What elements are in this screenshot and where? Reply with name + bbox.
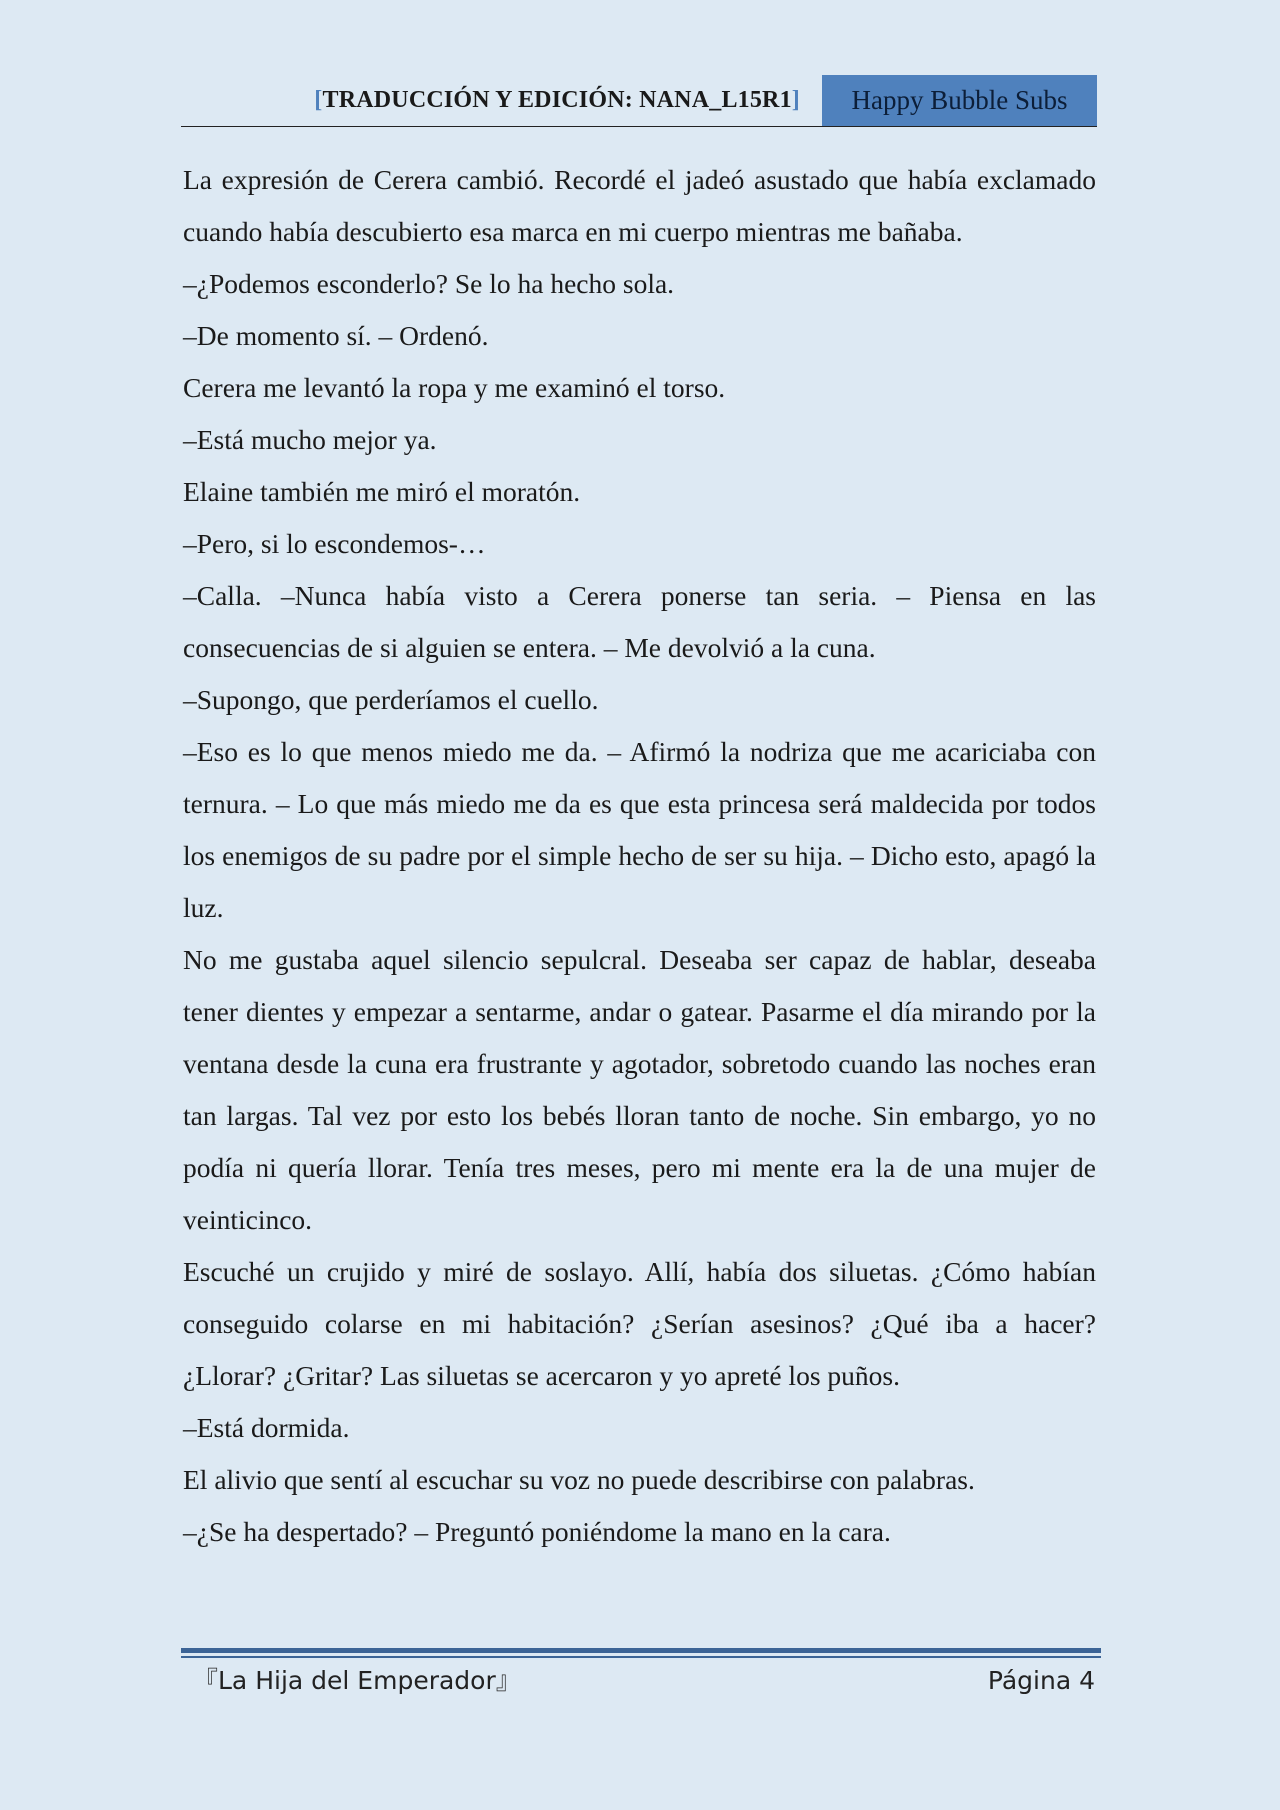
footer-rule-thin	[181, 1656, 1101, 1658]
paragraph: Escuché un crujido y miré de soslayo. Allí, había dos siluetas. ¿Cómo habían conseguido colarse en mi habitación? ¿Serían asesinos? ¿Qué iba a hacer? ¿Llorar? ¿Gritar? Las siluetas se acercaron y yo apreté los puños.	[183, 1256, 1096, 1391]
page-header	[181, 75, 1097, 127]
page-body	[183, 154, 1096, 1558]
paragraph: –¿Podemos esconderlo? Se lo ha hecho sola.	[183, 268, 675, 299]
paragraph: El alivio que sentí al escuchar su voz no puede describirse con palabras.	[183, 1464, 975, 1495]
header-rule	[181, 126, 1097, 127]
credit-bracket-close: ]	[791, 87, 800, 113]
footer-rule-thick	[181, 1648, 1101, 1653]
credit-text: TRADUCCIÓN Y EDICIÓN: NANA_L15R1	[322, 87, 792, 113]
paragraph: –Está dormida.	[183, 1412, 350, 1443]
paragraph: –Está mucho mejor ya.	[183, 424, 437, 455]
credit-bracket-open: [	[314, 87, 323, 113]
paragraph: –Eso es lo que menos miedo me da. – Afirmó la nodriza que me acariciaba con ternura. – Lo que más miedo me da es que esta princesa será maldecida por todos los enemigos de su padre por el simple hecho de ser su hija. – Dicho esto, apagó la luz.	[183, 736, 1096, 923]
page-number: Página 4	[987, 1666, 1095, 1695]
paragraph: –Supongo, que perderíamos el cuello.	[183, 684, 599, 715]
book-title: 『La Hija del Emperador』	[193, 1666, 521, 1695]
paragraph: Cerera me levantó la ropa y me examinó el torso.	[183, 372, 726, 403]
paragraph: No me gustaba aquel silencio sepulcral. Deseaba ser capaz de hablar, deseaba tener dientes y empezar a sentarme, andar o gatear. Pasarme el día mirando por la ventana desde la cuna era frustrante y agotador, sobretodo cuando las noches eran tan largas. Tal vez por esto los bebés lloran tanto de noche. Sin embargo, yo no podía ni quería llorar. Tenía tres meses, pero mi mente era la de una mujer de veinticinco.	[183, 944, 1096, 1235]
paragraph: –Calla. –Nunca había visto a Cerera ponerse tan seria. – Piensa en las consecuencias de si alguien se entera. – Me devolvió a la cuna.	[183, 580, 1096, 663]
paragraph: Elaine también me miró el moratón.	[183, 476, 581, 507]
paragraph: –Pero, si lo escondemos-…	[183, 528, 486, 559]
group-name-tag: Happy Bubble Subs	[822, 75, 1097, 126]
paragraph: –¿Se ha despertado? – Preguntó poniéndome la mano en la cara.	[183, 1516, 891, 1547]
paragraph: La expresión de Cerera cambió. Recordé el jadeó asustado que había exclamado cuando había descubierto esa marca en mi cuerpo mientras me bañaba.	[183, 164, 1096, 247]
paragraph: –De momento sí. – Ordenó.	[183, 320, 489, 351]
translation-credit	[314, 87, 800, 114]
